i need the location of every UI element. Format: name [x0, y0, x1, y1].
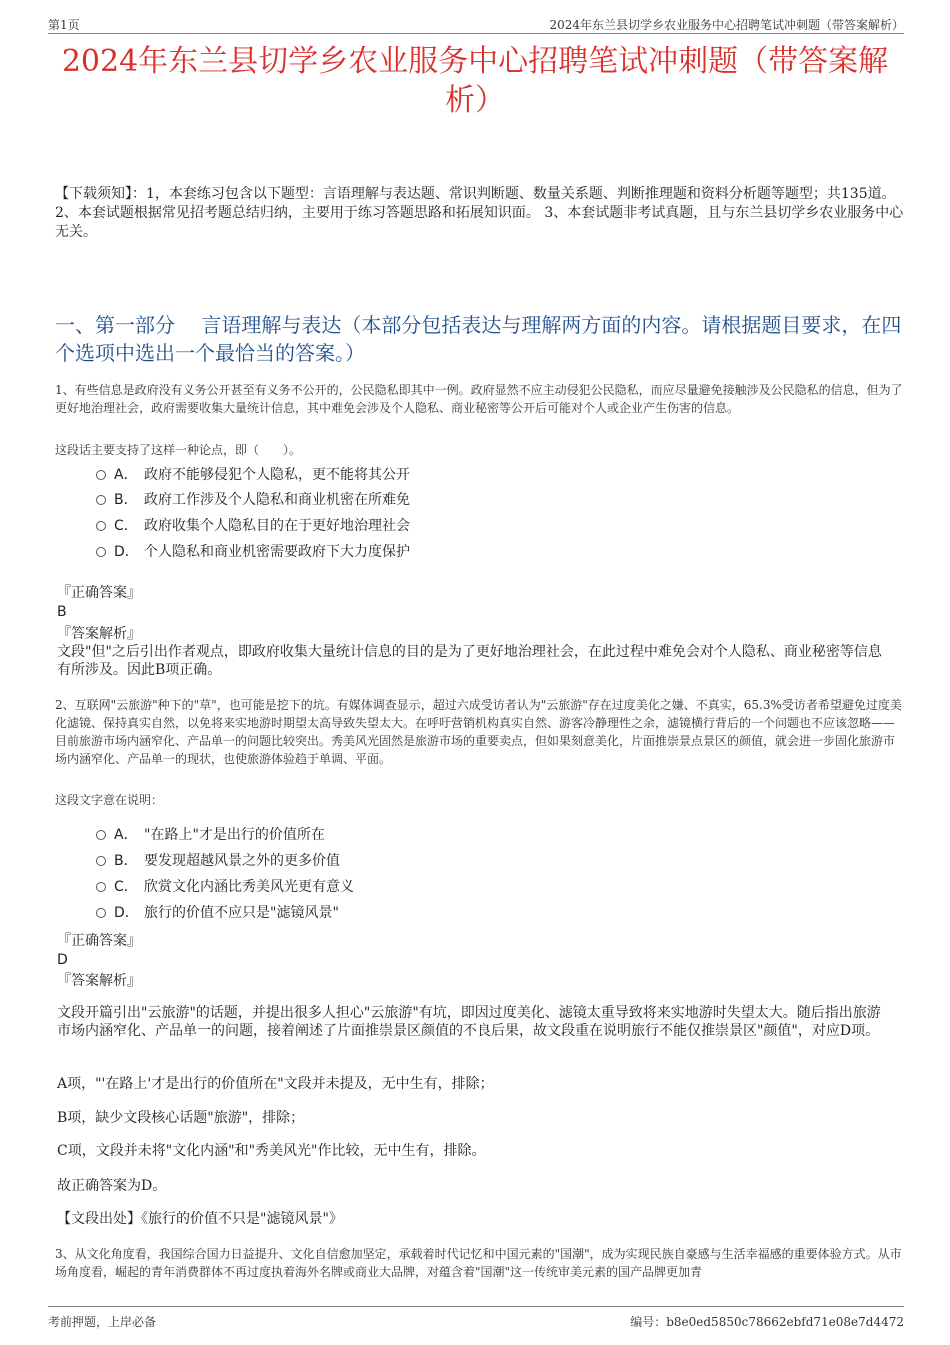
document-id: 编号：b8e0ed5850c78662ebfd71e08e7d4472 — [630, 1315, 904, 1329]
question-1-analysis-label: 『答案解析』 — [57, 626, 141, 642]
question-2-option-c[interactable]: C． 欣赏文化内涵比秀美风光更有意义 — [96, 878, 354, 896]
question-1-answer: B — [57, 604, 67, 620]
question-2-option-b[interactable]: B． 要发现超越风景之外的更多价值 — [96, 852, 340, 870]
question-3-stem: 3、从文化角度看，我国综合国力日益提升、文化自信愈加坚定，承载着时代记忆和中国元素的"国潮"，成为实现民族自豪感与生活幸福感的重要体验方式。从市场角度看，崛起的青年消费群体不再过度执着海外名牌或商业大品牌，对蕴含着"国潮"这一传统审美元素的国产品牌更加青 — [55, 1247, 902, 1279]
question-2-analysis: 文段开篇引出"云旅游"的话题，并提出很多人担心"云旅游"有坑，即因过度美化、滤镜太重导致将来实地游时失望太大。随后指出旅游市场内涵窄化、产品单一的问题，接着阐述了片面推崇景区颜值的不良后果，故文段重在说明旅行不能仅推崇景区"颜值"，对应D项。 — [57, 1005, 881, 1039]
footer-divider — [48, 1306, 904, 1307]
question-2-note-b: B项，缺少文段核心话题"旅游"，排除； — [57, 1110, 305, 1126]
radio-icon[interactable] — [96, 470, 106, 480]
radio-icon[interactable] — [96, 830, 106, 840]
question-1-prompt: 这段话主要支持了这样一种论点，即（ ）。 — [55, 443, 302, 457]
question-1-option-c[interactable]: C． 政府收集个人隐私目的在于更好地治理社会 — [96, 517, 410, 535]
question-2-analysis-label: 『答案解析』 — [57, 973, 141, 989]
radio-icon[interactable] — [96, 908, 106, 918]
question-1-option-a[interactable]: A． 政府不能够侵犯个人隐私，更不能将其公开 — [96, 466, 410, 484]
question-2-option-a[interactable]: A． "在路上"才是出行的价值所在 — [96, 826, 325, 844]
question-2-note-c: C项，文段并未将"文化内涵"和"秀美风光"作比较，无中生有，排除。 — [57, 1143, 486, 1159]
question-2-answer-label: 『正确答案』 — [57, 933, 141, 949]
running-header-title: 2024年东兰县切学乡农业服务中心招聘笔试冲刺题（带答案解析） — [549, 18, 904, 32]
document-title: 2024年东兰县切学乡农业服务中心招聘笔试冲刺题（带答案解析） — [61, 44, 889, 118]
question-2-stem: 2、互联网"云旅游"种下的"草"，也可能是挖下的坑。有媒体调查显示，超过六成受访者认为"云旅游"存在过度美化之嫌、不真实，65.3%受访者希望避免过度美化滤镜、保持真实自然，以免将来实地游时期望太高导致失望太大。在呼吁营销机构真实自然、游客冷静理性之余，滤镜横行背后的一个问题也不应该忽略——目前旅游市场内涵窄化、产品单一的问题比较突出。秀美风光固然是旅游市场的重要卖点，但如果刻意美化，片面推崇景点景区的颜值，就会进一步固化旅游市场内涵窄化、产品单一的现状，也使旅游体验趋于单调、平面。 — [55, 698, 902, 766]
radio-icon[interactable] — [96, 882, 106, 892]
question-1-answer-label: 『正确答案』 — [57, 585, 141, 601]
question-1-stem: 1、有些信息是政府没有义务公开甚至有义务不公开的，公民隐私即其中一例。政府显然不应主动侵犯公民隐私，而应尽量避免接触涉及公民隐私的信息，但为了更好地治理社会，政府需要收集大量统计信息，其中难免会涉及个人隐私、商业秘密等公开后可能对个人或企业产生伤害的信息。 — [55, 383, 903, 415]
question-2-answer: D — [57, 952, 68, 968]
section-heading: 一、第一部分 言语理解与表达（本部分包括表达与理解两方面的内容。请根据题目要求，在四个选项中选出一个最恰当的答案。） — [55, 313, 902, 365]
question-2-source: 【文段出处】《旅行的价值不只是"滤镜风景"》 — [57, 1211, 343, 1227]
question-2-option-d[interactable]: D． 旅行的价值不应只是"滤镜风景" — [96, 904, 339, 922]
question-2-conclusion: 故正确答案为D。 — [57, 1178, 167, 1194]
question-1-analysis: 文段"但"之后引出作者观点，即政府收集大量统计信息的目的是为了更好地治理社会，在此过程中难免会对个人隐私、商业秘密等信息有所涉及。因此B项正确。 — [57, 644, 882, 678]
question-1-option-b[interactable]: B． 政府工作涉及个人隐私和商业机密在所难免 — [96, 491, 410, 509]
question-2-prompt: 这段文字意在说明： — [55, 793, 164, 807]
question-1-option-d[interactable]: D． 个人隐私和商业机密需要政府下大力度保护 — [96, 543, 410, 561]
radio-icon[interactable] — [96, 521, 106, 531]
download-notice: 【下载须知】：1，本套练习包含以下题型：言语理解与表达题、常识判断题、数量关系题、判断推理题和资料分析题等题型；共135道。 2、本套试题根据常见招考题总结归纳，主要用于练习答题思路和拓展知识面。 3、本套试题非考试真题，且与东兰县切学乡农业服务中心无关。 — [55, 186, 904, 240]
radio-icon[interactable] — [96, 495, 106, 505]
header-divider — [48, 33, 904, 34]
page-number: 第1页 — [48, 18, 80, 32]
question-2-note-a: A项，"'在路上'才是出行的价值所在"文段并未提及，无中生有，排除； — [57, 1076, 494, 1092]
footer-slogan: 考前押题，上岸必备 — [48, 1315, 157, 1329]
radio-icon[interactable] — [96, 547, 106, 557]
radio-icon[interactable] — [96, 856, 106, 866]
